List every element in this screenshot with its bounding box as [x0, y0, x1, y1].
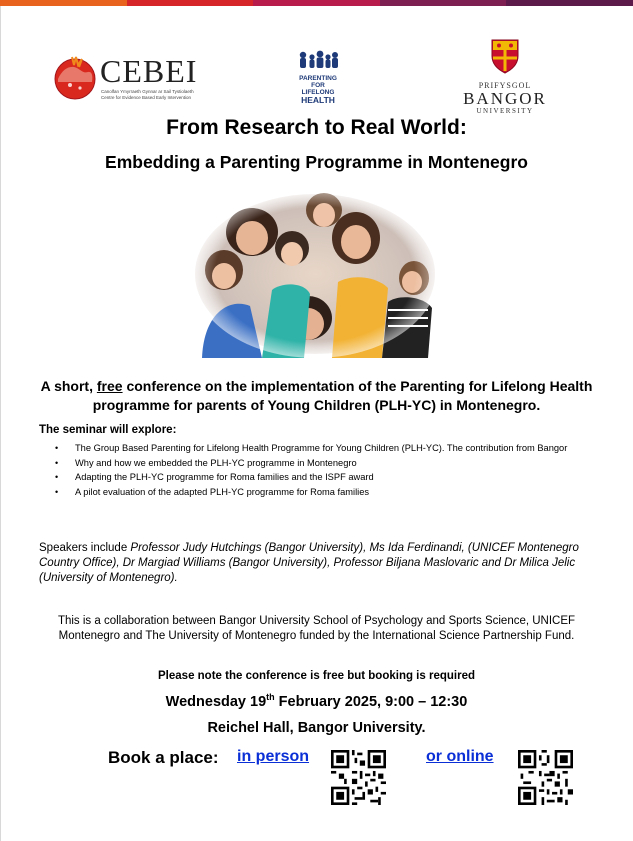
- top-color-bar: [0, 0, 633, 6]
- qr-code-online-icon[interactable]: [518, 750, 573, 805]
- topic-item: • Why and how we embedded the PLH-YC programme in Montenegro: [75, 457, 630, 470]
- topic-item: • Adapting the PLH-YC programme for Roma families and the ISPF award: [75, 471, 630, 484]
- page-title: From Research to Real World:: [166, 116, 467, 139]
- speakers-intro: Speakers include: [39, 542, 131, 554]
- family-figures-icon: [296, 50, 340, 68]
- cebei-logo: [52, 52, 222, 102]
- book-label: Book a place:: [108, 748, 219, 767]
- top-bar-segment: [127, 0, 254, 6]
- page-subtitle: Embedding a Parenting Programme in Montenegro: [105, 152, 528, 172]
- event-venue: Reichel Hall, Bangor University.: [207, 720, 426, 736]
- topic-item: • The Group Based Parenting for Lifelong Health Programme for Young Children (PLH-YC). The contribution from Bangor: [75, 442, 630, 455]
- top-bar-segment: [380, 0, 507, 6]
- booking-note: Please note the conference is free but booking is required: [158, 670, 475, 682]
- top-bar-segment: [0, 0, 127, 6]
- lead-part1: A short,: [40, 378, 97, 394]
- date-time: February 2025, 9:00 – 12:30: [274, 693, 468, 710]
- bangor-shield-icon: [490, 38, 520, 74]
- date-prefix: Wednesday 19: [165, 693, 267, 710]
- in-person-link[interactable]: in person: [237, 748, 310, 765]
- speakers-list: Professor Judy Hutchings (Bangor University), Ms Ida Ferdinandi, (UNICEF Montenegro Country Office), Dr Margiad Williams (Bangor University), Professor Biljana Maslovaric and Dr Milica Jelic (University of Montenegro).: [39, 542, 579, 584]
- plh-wordmark: [294, 75, 342, 105]
- topic-item: • A pilot evaluation of the adapted PLH-YC programme for Roma families: [75, 486, 630, 499]
- event-date: [0, 692, 633, 710]
- date-suffix-ordinal: th: [266, 692, 275, 702]
- cebei-emblem-icon: [52, 52, 98, 102]
- bangor-line3: UNIVERSITY: [476, 107, 534, 115]
- qr-code-in-person-icon[interactable]: [331, 750, 386, 805]
- family-photo: [192, 190, 438, 358]
- bangor-line1: PRIFYSGOL: [478, 81, 532, 90]
- cebei-subtitle: [101, 89, 231, 100]
- topic-list: [39, 442, 630, 500]
- top-bar-segment: [253, 0, 380, 6]
- cebei-subtitle-welsh: Canolfan Ymyrraeth Gynnar ar Sail Tystiolaeth: [101, 89, 194, 94]
- online-link[interactable]: or online: [426, 748, 494, 765]
- plh-line2: FOR LIFELONG: [301, 82, 335, 96]
- plh-line1: PARENTING: [299, 75, 337, 82]
- cebei-subtitle-english: Centre for Evidence Based Early Intervention: [101, 94, 192, 100]
- plh-line3: HEALTH: [301, 95, 335, 105]
- lead-free: free: [96, 378, 123, 394]
- lead-part2: conference on the implementation of the Parenting for Lifelong Health programme for parents of Young Children (PLH-YC) in Montenegro.: [92, 378, 593, 413]
- bangor-line2: BANGOR: [463, 89, 547, 108]
- lead-statement: [30, 377, 603, 415]
- cebei-wordmark: CEBEI: [100, 53, 198, 89]
- top-bar-segment: [506, 0, 633, 6]
- speakers-paragraph: [39, 541, 594, 586]
- explore-heading: The seminar will explore:: [39, 424, 177, 436]
- collaboration-paragraph: This is a collaboration between Bangor University School of Psychology and Sports Science, UNICEF Montenegro and The University of Montenegro funded by the International Science Partnership Fund.: [57, 615, 576, 642]
- plh-logo: [294, 50, 342, 105]
- bangor-university-logo: [455, 38, 555, 116]
